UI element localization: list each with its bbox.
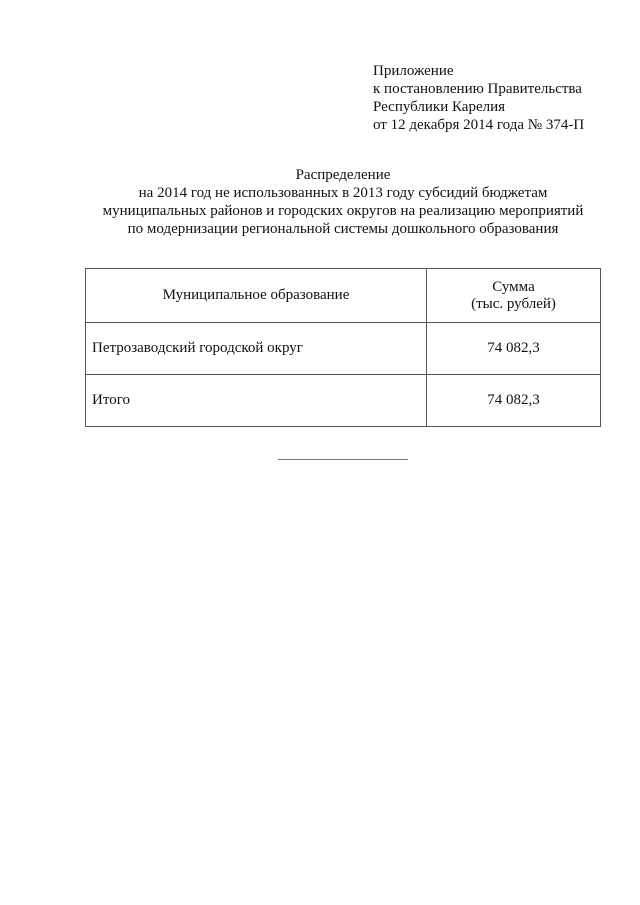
annex-block — [373, 62, 584, 134]
table-row-total — [86, 375, 601, 427]
cell-municipality: Петрозаводский городской округ — [86, 323, 427, 375]
document-title — [0, 166, 640, 238]
title-line: Распределение — [295, 167, 391, 183]
cell-total-sum: 74 082,3 — [427, 375, 601, 427]
cell-total-label: Итого — [86, 375, 427, 427]
header-sum-unit: (тыс. рублей) — [471, 295, 556, 312]
title-line: по модернизации региональной системы дошкольного образования — [127, 221, 559, 237]
annex-line: Приложение — [373, 63, 454, 79]
table-header-row — [86, 269, 601, 323]
table-row — [86, 323, 601, 375]
annex-line: к постановлению Правительства — [373, 81, 582, 97]
end-divider — [278, 459, 408, 460]
header-sum-title: Сумма — [492, 278, 535, 295]
header-municipality: Муниципальное образование — [86, 269, 427, 323]
header-sum — [427, 269, 601, 323]
cell-sum: 74 082,3 — [427, 323, 601, 375]
title-line: муниципальных районов и городских округов на реализацию мероприятий — [102, 203, 584, 219]
annex-line: Республики Карелия — [373, 99, 506, 115]
title-line: на 2014 год не использованных в 2013 году субсидий бюджетам — [138, 185, 548, 201]
distribution-table — [85, 268, 601, 427]
annex-line: от 12 декабря 2014 года № 374-П — [373, 117, 585, 133]
